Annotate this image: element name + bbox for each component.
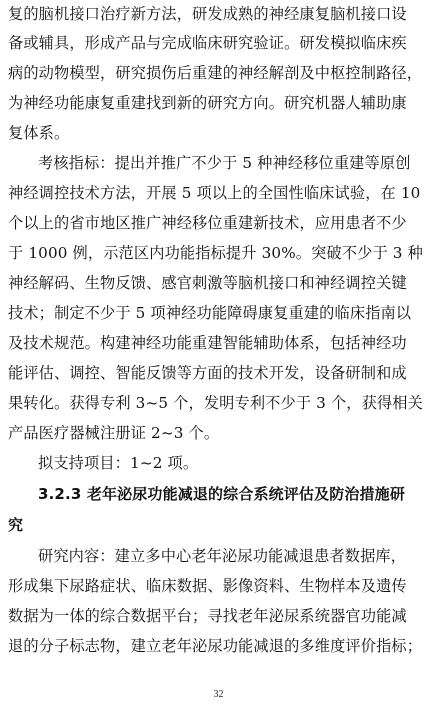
- text-line: 研究内容：建立多中心老年泌尿功能减退患者数据库，: [38, 547, 407, 565]
- text-line: 神经调控技术方法，开展 5 项以上的全国性临床试验，在 10: [8, 184, 421, 202]
- section-heading: 3.2.3 老年泌尿功能减退的综合系统评估及防治措施研: [38, 485, 405, 503]
- text-line: 能评估、调控、智能反馈等方面的技术开发，设备研制和成: [8, 364, 407, 382]
- text-line: 考核指标：提出并推广不少于 5 种神经移位重建等原创: [38, 154, 411, 172]
- text-line: 复的脑机接口治疗新方法，研发成熟的神经康复脑机接口设: [8, 5, 407, 23]
- text-line: 及技术规范。构建神经功能重建智能辅助体系，包括神经功: [8, 334, 407, 352]
- text-line: 产品医疗器械注册证 2~3 个。: [8, 424, 220, 442]
- text-line: 备或辅具，形成产品与完成临床研究验证。研发模拟临床疾: [8, 34, 407, 52]
- text-line: 神经解码、生物反馈、感官刺激等脑机接口和神经调控关键: [8, 274, 407, 292]
- text-line: 退的分子标志物，建立老年泌尿功能减退的多维度评价指标；: [8, 637, 423, 655]
- text-line: 于 1000 例，示范区内功能指标提升 30%。突破不少于 3 种: [8, 244, 423, 262]
- text-line: 复体系。: [8, 124, 70, 142]
- text-line: 个以上的省市地区推广神经移位重建新技术，应用患者不少: [8, 214, 407, 232]
- text-line: 形成集下尿路症状、临床数据、影像资料、生物样本及遗传: [8, 577, 407, 595]
- page-number: 32: [213, 689, 224, 700]
- text-line: 拟支持项目：1~2 项。: [38, 454, 199, 472]
- text-line: 为神经功能康复重建找到新的研究方向。研究机器人辅助康: [8, 94, 407, 112]
- section-heading-continued: 究: [8, 516, 24, 534]
- text-line: 数据为一体的综合数据平台；寻找老年泌尿系统器官功能减: [8, 607, 407, 625]
- text-line: 果转化。获得专利 3~5 个，发明专利不少于 3 个，获得相关: [8, 394, 423, 412]
- text-line: 技术；制定不少于 5 项神经功能障碍康复重建的临床指南以: [8, 304, 412, 322]
- text-line: 病的动物模型，研究损伤后重建的神经解剖及中枢控制路径，: [8, 64, 423, 82]
